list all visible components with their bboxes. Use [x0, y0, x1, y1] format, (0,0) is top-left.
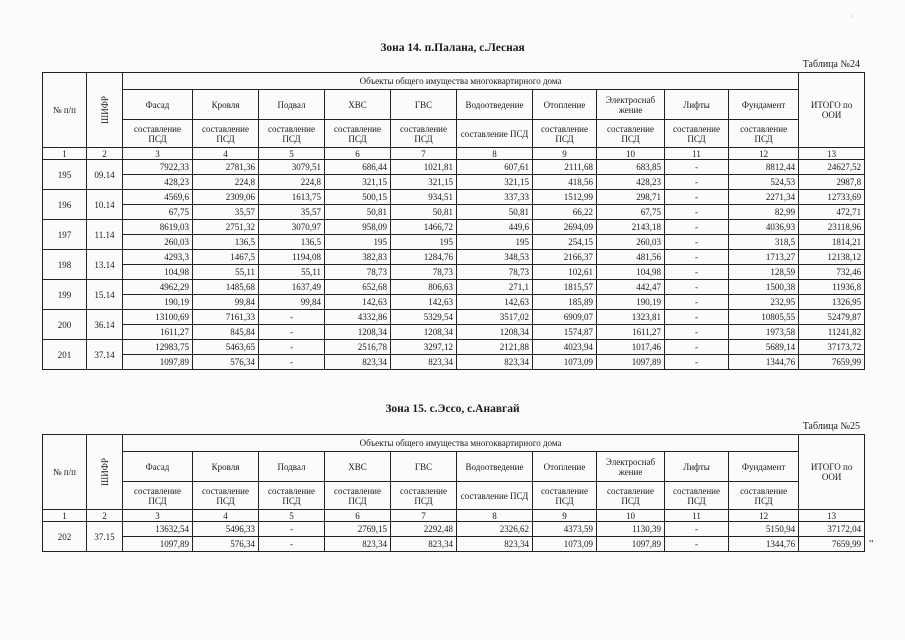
header-column: Кровля — [193, 452, 259, 482]
table-25-label: Таблица №25 — [802, 421, 860, 432]
index-cell: 11 — [665, 510, 729, 522]
value-cell: 1208,34 — [457, 325, 533, 340]
value-cell: 50,81 — [391, 205, 457, 220]
table-row — [43, 175, 865, 190]
value-cell: - — [665, 340, 729, 355]
value-cell: 185,89 — [533, 295, 597, 310]
header-column: Подвал — [259, 90, 325, 120]
index-cell: 4 — [193, 510, 259, 522]
index-cell: 6 — [325, 510, 391, 522]
index-cell: 9 — [533, 510, 597, 522]
value-cell: 104,98 — [597, 265, 665, 280]
value-cell: 2751,32 — [193, 220, 259, 235]
header-num: № п/п — [43, 73, 87, 148]
header-code-label: ШИФР — [99, 96, 110, 124]
header-group: Объекты общего имущества многоквартирного дома — [123, 435, 799, 452]
header-column: Электроснаб жение — [597, 90, 665, 120]
table-row — [43, 295, 865, 310]
value-cell: 2271,34 — [729, 190, 799, 205]
index-cell: 8 — [457, 148, 533, 160]
value-cell: 1485,68 — [193, 280, 259, 295]
value-cell: 524,53 — [729, 175, 799, 190]
table-row — [43, 190, 865, 205]
value-cell: 382,83 — [325, 250, 391, 265]
value-cell: 37173,72 — [799, 340, 865, 355]
value-cell: 5496,33 — [193, 522, 259, 537]
zone-15-table — [42, 434, 865, 552]
index-cell: 5 — [259, 510, 325, 522]
value-cell: 2292,48 — [391, 522, 457, 537]
value-cell: 1466,72 — [391, 220, 457, 235]
header-subcolumn: составление ПСД — [259, 482, 325, 510]
table-row — [43, 310, 865, 325]
value-cell: 254,15 — [533, 235, 597, 250]
value-cell: 104,98 — [123, 265, 193, 280]
value-cell: 260,03 — [123, 235, 193, 250]
value-cell: 321,15 — [457, 175, 533, 190]
value-cell: 190,19 — [123, 295, 193, 310]
value-cell: 52479,87 — [799, 310, 865, 325]
value-cell: 934,51 — [391, 190, 457, 205]
scan-mark: · — [851, 12, 854, 21]
value-cell: 99,84 — [259, 295, 325, 310]
value-cell: - — [665, 190, 729, 205]
value-cell: 318,5 — [729, 235, 799, 250]
header-column: Водоотведение — [457, 90, 533, 120]
value-cell: 1500,38 — [729, 280, 799, 295]
table-row — [43, 160, 865, 175]
table-row — [43, 325, 865, 340]
value-cell: - — [259, 310, 325, 325]
value-cell: 13100,69 — [123, 310, 193, 325]
value-cell: 2166,37 — [533, 250, 597, 265]
value-cell: 576,34 — [193, 537, 259, 552]
header-column: Подвал — [259, 452, 325, 482]
header-subcolumn: составление ПСД — [123, 482, 193, 510]
value-cell: 1194,08 — [259, 250, 325, 265]
value-cell: 78,73 — [391, 265, 457, 280]
header-column: Фасад — [123, 90, 193, 120]
value-cell: 50,81 — [457, 205, 533, 220]
header-subcolumn: составление ПСД — [729, 120, 799, 148]
value-cell: 12733,69 — [799, 190, 865, 205]
row-num: 201 — [43, 340, 87, 370]
value-cell: 2121,88 — [457, 340, 533, 355]
value-cell: 1021,81 — [391, 160, 457, 175]
header-subcolumn: составление ПСД — [325, 120, 391, 148]
header-column: Кровля — [193, 90, 259, 120]
value-cell: 11936,8 — [799, 280, 865, 295]
value-cell: 35,57 — [259, 205, 325, 220]
index-cell: 13 — [799, 148, 865, 160]
value-cell: 8812,44 — [729, 160, 799, 175]
header-column: Отопление — [533, 452, 597, 482]
index-cell: 9 — [533, 148, 597, 160]
value-cell: 7659,99 — [799, 537, 865, 552]
header-num: № п/п — [43, 435, 87, 510]
value-cell: 428,23 — [597, 175, 665, 190]
value-cell: 1611,27 — [123, 325, 193, 340]
index-cell: 12 — [729, 510, 799, 522]
index-cell: 3 — [123, 148, 193, 160]
row-num: 202 — [43, 522, 87, 552]
row-code: 36.14 — [87, 310, 123, 340]
value-cell: 442,47 — [597, 280, 665, 295]
value-cell: 224,8 — [259, 175, 325, 190]
value-cell: 1637,49 — [259, 280, 325, 295]
value-cell: 732,46 — [799, 265, 865, 280]
header-subcolumn: составление ПСД — [533, 482, 597, 510]
value-cell: 1208,34 — [325, 325, 391, 340]
value-cell: 481,56 — [597, 250, 665, 265]
value-cell: 1097,89 — [597, 537, 665, 552]
value-cell: 4293,3 — [123, 250, 193, 265]
value-cell: 2987,8 — [799, 175, 865, 190]
value-cell: 1323,81 — [597, 310, 665, 325]
zone-15-title: Зона 15. с.Эссо, с.Анавгай — [385, 403, 520, 415]
value-cell: 4023,94 — [533, 340, 597, 355]
value-cell: 1512,99 — [533, 190, 597, 205]
value-cell: 11241,82 — [799, 325, 865, 340]
value-cell: - — [665, 160, 729, 175]
value-cell: - — [665, 250, 729, 265]
value-cell: - — [665, 355, 729, 370]
value-cell: 2309,06 — [193, 190, 259, 205]
value-cell: 607,61 — [457, 160, 533, 175]
value-cell: 232,95 — [729, 295, 799, 310]
value-cell: 1326,95 — [799, 295, 865, 310]
value-cell: 1574,87 — [533, 325, 597, 340]
value-cell: 271,1 — [457, 280, 533, 295]
value-cell: 1344,76 — [729, 355, 799, 370]
value-cell: 260,03 — [597, 235, 665, 250]
value-cell: 823,34 — [457, 355, 533, 370]
value-cell: - — [259, 537, 325, 552]
value-cell: 298,71 — [597, 190, 665, 205]
header-code-label: ШИФР — [99, 458, 110, 486]
value-cell: 142,63 — [391, 295, 457, 310]
zone-14-table — [42, 72, 865, 370]
value-cell: 321,15 — [391, 175, 457, 190]
value-cell: 142,63 — [325, 295, 391, 310]
value-cell: 12138,12 — [799, 250, 865, 265]
value-cell: 13632,54 — [123, 522, 193, 537]
value-cell: 5463,65 — [193, 340, 259, 355]
value-cell: 136,5 — [259, 235, 325, 250]
row-code: 37.14 — [87, 340, 123, 370]
value-cell: 1973,58 — [729, 325, 799, 340]
value-cell: 7922,33 — [123, 160, 193, 175]
header-total: ИТОГО по ООИ — [799, 435, 865, 510]
header-subcolumn: составление ПСД — [123, 120, 193, 148]
header-subcolumn: составление ПСД — [597, 120, 665, 148]
value-cell: - — [665, 220, 729, 235]
header-column: ГВС — [391, 452, 457, 482]
index-cell: 1 — [43, 510, 87, 522]
closing-quote: " — [869, 538, 874, 550]
value-cell: 348,53 — [457, 250, 533, 265]
value-cell: 337,33 — [457, 190, 533, 205]
value-cell: 1097,89 — [123, 537, 193, 552]
header-column: Лифты — [665, 90, 729, 120]
value-cell: 806,63 — [391, 280, 457, 295]
value-cell: 78,73 — [325, 265, 391, 280]
value-cell: 195 — [325, 235, 391, 250]
value-cell: 5329,54 — [391, 310, 457, 325]
value-cell: 652,68 — [325, 280, 391, 295]
value-cell: 6909,07 — [533, 310, 597, 325]
index-cell: 3 — [123, 510, 193, 522]
value-cell: - — [259, 340, 325, 355]
table-row — [43, 205, 865, 220]
index-cell: 10 — [597, 148, 665, 160]
value-cell: 1613,75 — [259, 190, 325, 205]
header-column: Водоотведение — [457, 452, 533, 482]
value-cell: - — [259, 325, 325, 340]
value-cell: - — [665, 537, 729, 552]
header-column: ХВС — [325, 452, 391, 482]
value-cell: 5689,14 — [729, 340, 799, 355]
value-cell: 686,44 — [325, 160, 391, 175]
value-cell: 3070,97 — [259, 220, 325, 235]
value-cell: 4332,86 — [325, 310, 391, 325]
value-cell: 23118,96 — [799, 220, 865, 235]
header-total: ИТОГО по ООИ — [799, 73, 865, 148]
value-cell: 224,8 — [193, 175, 259, 190]
value-cell: 2694,09 — [533, 220, 597, 235]
value-cell: 4373,59 — [533, 522, 597, 537]
row-num: 195 — [43, 160, 87, 190]
header-column: Фасад — [123, 452, 193, 482]
row-code: 15.14 — [87, 280, 123, 310]
header-code — [87, 73, 123, 148]
value-cell: 2516,78 — [325, 340, 391, 355]
row-num: 199 — [43, 280, 87, 310]
value-cell: 2143,18 — [597, 220, 665, 235]
value-cell: 195 — [391, 235, 457, 250]
header-column: ГВС — [391, 90, 457, 120]
value-cell: 472,71 — [799, 205, 865, 220]
value-cell: 1713,27 — [729, 250, 799, 265]
value-cell: - — [665, 310, 729, 325]
value-cell: 1073,09 — [533, 355, 597, 370]
value-cell: 1284,76 — [391, 250, 457, 265]
header-subcolumn: составление ПСД — [729, 482, 799, 510]
value-cell: 102,61 — [533, 265, 597, 280]
row-num: 196 — [43, 190, 87, 220]
header-column: Фундамент — [729, 90, 799, 120]
header-subcolumn: составление ПСД — [457, 120, 533, 148]
index-cell: 2 — [87, 148, 123, 160]
value-cell: - — [665, 235, 729, 250]
value-cell: 3079,51 — [259, 160, 325, 175]
value-cell: 2781,36 — [193, 160, 259, 175]
zone-14-title: Зона 14. п.Палана, с.Лесная — [380, 42, 525, 54]
value-cell: 2326,62 — [457, 522, 533, 537]
index-cell: 5 — [259, 148, 325, 160]
header-column: Электроснаб жение — [597, 452, 665, 482]
index-cell: 13 — [799, 510, 865, 522]
index-cell: 11 — [665, 148, 729, 160]
header-column: Отопление — [533, 90, 597, 120]
value-cell: 128,59 — [729, 265, 799, 280]
header-code — [87, 435, 123, 510]
table-row — [43, 250, 865, 265]
value-cell: 8619,03 — [123, 220, 193, 235]
value-cell: 321,15 — [325, 175, 391, 190]
row-num: 200 — [43, 310, 87, 340]
row-code: 11.14 — [87, 220, 123, 250]
row-code: 13.14 — [87, 250, 123, 280]
table-row — [43, 537, 865, 552]
value-cell: 4962,29 — [123, 280, 193, 295]
value-cell: 142,63 — [457, 295, 533, 310]
value-cell: 24627,52 — [799, 160, 865, 175]
value-cell: 82,99 — [729, 205, 799, 220]
value-cell: 823,34 — [325, 355, 391, 370]
header-subcolumn: составление ПСД — [259, 120, 325, 148]
value-cell: 683,85 — [597, 160, 665, 175]
table-row — [43, 235, 865, 250]
value-cell: - — [665, 280, 729, 295]
index-cell: 2 — [87, 510, 123, 522]
value-cell: 1097,89 — [123, 355, 193, 370]
value-cell: 418,56 — [533, 175, 597, 190]
value-cell: - — [259, 522, 325, 537]
row-code: 09.14 — [87, 160, 123, 190]
index-cell: 6 — [325, 148, 391, 160]
index-cell: 7 — [391, 510, 457, 522]
value-cell: 3517,02 — [457, 310, 533, 325]
value-cell: 7161,33 — [193, 310, 259, 325]
value-cell: 78,73 — [457, 265, 533, 280]
header-subcolumn: составление ПСД — [665, 120, 729, 148]
value-cell: 190,19 — [597, 295, 665, 310]
index-cell: 4 — [193, 148, 259, 160]
value-cell: 2769,15 — [325, 522, 391, 537]
table-row — [43, 280, 865, 295]
header-subcolumn: составление ПСД — [193, 120, 259, 148]
table-24-label: Таблица №24 — [802, 59, 860, 70]
row-num: 197 — [43, 220, 87, 250]
index-cell: 10 — [597, 510, 665, 522]
table-row — [43, 265, 865, 280]
header-subcolumn: составление ПСД — [391, 482, 457, 510]
value-cell: 1814,21 — [799, 235, 865, 250]
index-cell: 8 — [457, 510, 533, 522]
value-cell: 99,84 — [193, 295, 259, 310]
value-cell: 10805,55 — [729, 310, 799, 325]
value-cell: 4036,93 — [729, 220, 799, 235]
value-cell: 1467,5 — [193, 250, 259, 265]
value-cell: - — [665, 295, 729, 310]
value-cell: 66,22 — [533, 205, 597, 220]
header-subcolumn: составление ПСД — [325, 482, 391, 510]
value-cell: 1017,46 — [597, 340, 665, 355]
value-cell: 958,09 — [325, 220, 391, 235]
value-cell: 67,75 — [123, 205, 193, 220]
value-cell: 823,34 — [391, 537, 457, 552]
value-cell: 5150,94 — [729, 522, 799, 537]
row-num: 198 — [43, 250, 87, 280]
value-cell: 37172,04 — [799, 522, 865, 537]
value-cell: 845,84 — [193, 325, 259, 340]
header-column: Фундамент — [729, 452, 799, 482]
header-subcolumn: составление ПСД — [391, 120, 457, 148]
row-code: 37.15 — [87, 522, 123, 552]
header-subcolumn: составление ПСД — [193, 482, 259, 510]
index-cell: 12 — [729, 148, 799, 160]
value-cell: 67,75 — [597, 205, 665, 220]
value-cell: 136,5 — [193, 235, 259, 250]
table-row — [43, 355, 865, 370]
value-cell: 500,15 — [325, 190, 391, 205]
value-cell: 1097,89 — [597, 355, 665, 370]
value-cell: 1344,76 — [729, 537, 799, 552]
header-column: Лифты — [665, 452, 729, 482]
index-cell: 1 — [43, 148, 87, 160]
value-cell: 1815,57 — [533, 280, 597, 295]
value-cell: - — [665, 522, 729, 537]
value-cell: 823,34 — [391, 355, 457, 370]
header-column: ХВС — [325, 90, 391, 120]
value-cell: - — [665, 265, 729, 280]
value-cell: 55,11 — [193, 265, 259, 280]
index-cell: 7 — [391, 148, 457, 160]
value-cell: 55,11 — [259, 265, 325, 280]
value-cell: - — [665, 325, 729, 340]
header-subcolumn: составление ПСД — [457, 482, 533, 510]
header-group: Объекты общего имущества многоквартирного дома — [123, 73, 799, 90]
value-cell: - — [259, 355, 325, 370]
table-row — [43, 220, 865, 235]
value-cell: 2111,68 — [533, 160, 597, 175]
value-cell: 1611,27 — [597, 325, 665, 340]
value-cell: 3297,12 — [391, 340, 457, 355]
value-cell: 1208,34 — [391, 325, 457, 340]
value-cell: 823,34 — [457, 537, 533, 552]
value-cell: 4569,6 — [123, 190, 193, 205]
value-cell: 7659,99 — [799, 355, 865, 370]
header-subcolumn: составление ПСД — [597, 482, 665, 510]
value-cell: 1130,39 — [597, 522, 665, 537]
value-cell: 12983,75 — [123, 340, 193, 355]
value-cell: 1073,09 — [533, 537, 597, 552]
value-cell: 35,57 — [193, 205, 259, 220]
value-cell: 576,34 — [193, 355, 259, 370]
header-subcolumn: составление ПСД — [665, 482, 729, 510]
value-cell: 428,23 — [123, 175, 193, 190]
value-cell: 195 — [457, 235, 533, 250]
header-subcolumn: составление ПСД — [533, 120, 597, 148]
value-cell: - — [665, 175, 729, 190]
table-row — [43, 522, 865, 537]
value-cell: 823,34 — [325, 537, 391, 552]
value-cell: 449,6 — [457, 220, 533, 235]
table-row — [43, 340, 865, 355]
value-cell: 50,81 — [325, 205, 391, 220]
value-cell: - — [665, 205, 729, 220]
row-code: 10.14 — [87, 190, 123, 220]
